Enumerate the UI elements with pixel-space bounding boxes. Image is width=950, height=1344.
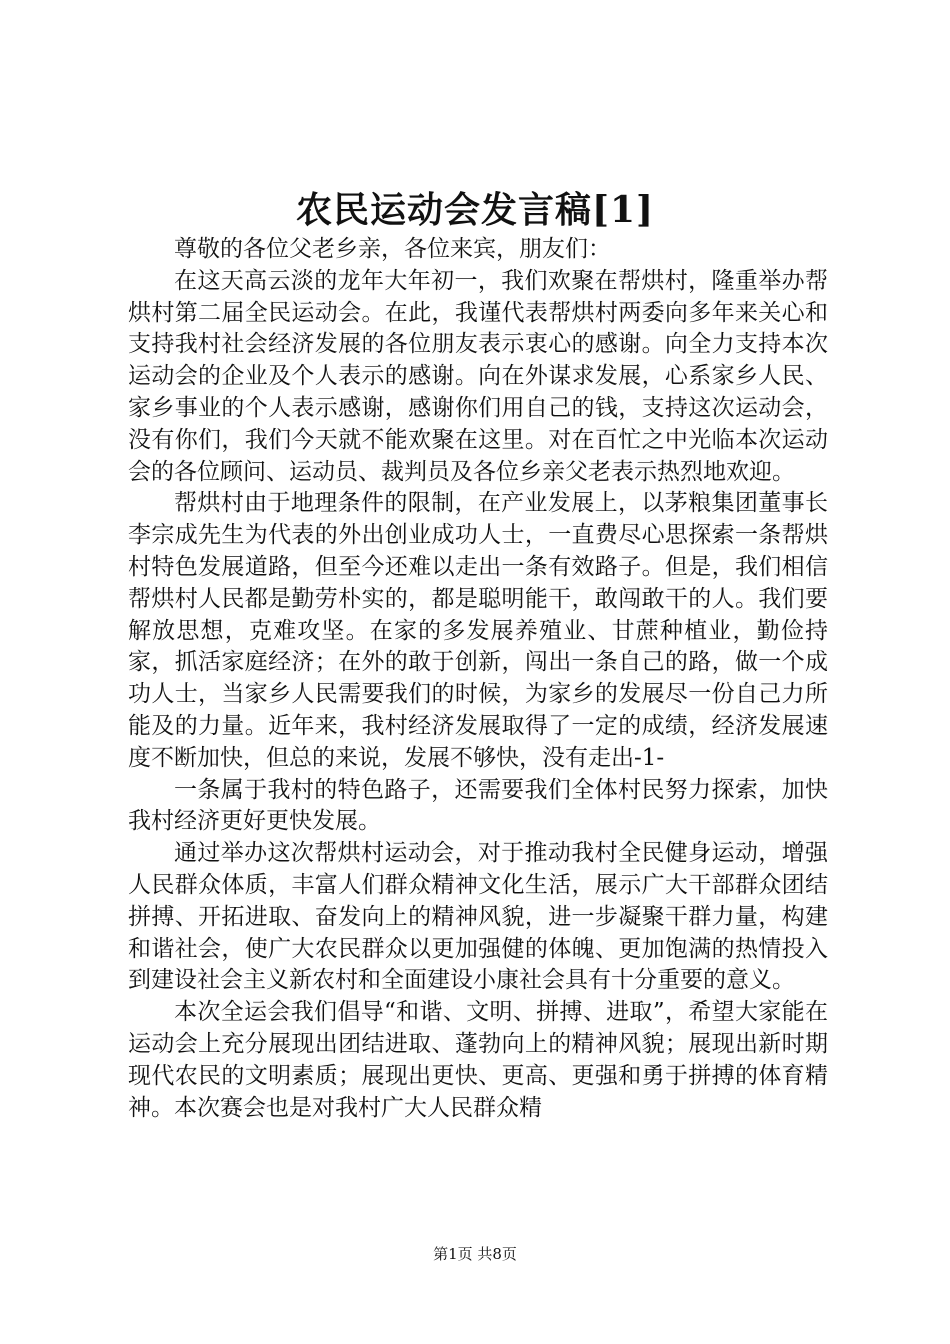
paragraph-advocacy: 本次全运会我们倡导“和谐、文明、拼搏、进取”，希望大家能在运动会上充分展现出团结进取、蓬勃向上的精神风貌；展现出新时期现代农民的文明素质；展现出更快、更高、更强和勇于拼搏的体育精神。本次赛会也是对我村广大人民群众精 (128, 999, 828, 1121)
paragraph-salutation: 尊敬的各位父老乡亲，各位来宾，朋友们： (174, 236, 611, 262)
document-title: 农民运动会发言稿[1] (295, 189, 655, 231)
paragraph-opening: 在这天高云淡的龙年大年初一，我们欢聚在帮烘村，隆重举办帮烘村第二届全民运动会。在此，我谨代表帮烘村两委向多年来关心和支持我村社会经济发展的各位朋友表示衷心的感谢。向全力支持本次运动会的企业及个人表示的感谢。向在外谋求发展，心系家乡人民、家乡事业的个人表示感谢，感谢你们用自己的钱，支持这次运动会，没有你们，我们今天就不能欢聚在这里。对在百忙之中光临本次运动会的各位顾问、运动员、裁判员及各位乡亲父老表示热烈地欢迎。 (128, 267, 828, 485)
paragraph-development: 帮烘村由于地理条件的限制，在产业发展上，以茅粮集团董事长李宗成先生为代表的外出创业成功人士，一直费尽心思探索一条帮烘村特色发展道路，但至今还难以走出一条有效路子。但是，我们相信帮烘村人民都是勤劳朴实的，都是聪明能干，敢闯敢干的人。我们要解放思想，克难攻坚。在家的多发展养殖业、甘蔗种植业，勤俭持家，抓活家庭经济；在外的敢于创新，闯出一条自己的路，做一个成功人士，当家乡人民需要我们的时候，为家乡的发展尽一份自己力所能及的力量。近年来，我村经济发展取得了一定的成绩，经济发展速度不断加快，但总的来说，发展不够快，没有走出-1- (128, 490, 828, 771)
paragraph-continuation: 一条属于我村的特色路子，还需要我们全体村民努力探索，加快我村经济更好更快发展。 (128, 776, 828, 835)
paragraph-significance: 通过举办这次帮烘村运动会，对于推动我村全民健身运动，增强人民群众体质，丰富人们群众精神文化生活，展示广大干部群众团结拼搏、开拓进取、奋发向上的精神风貌，进一步凝聚干群力量，构建和谐社会，使广大农民群众以更加强健的体魄、更加饱满的热情投入到建设社会主义新农村和全面建设小康社会具有十分重要的意义。 (128, 840, 828, 994)
page-number-footer: 第1页 共8页 (433, 1245, 517, 1263)
document-body (128, 234, 828, 1124)
